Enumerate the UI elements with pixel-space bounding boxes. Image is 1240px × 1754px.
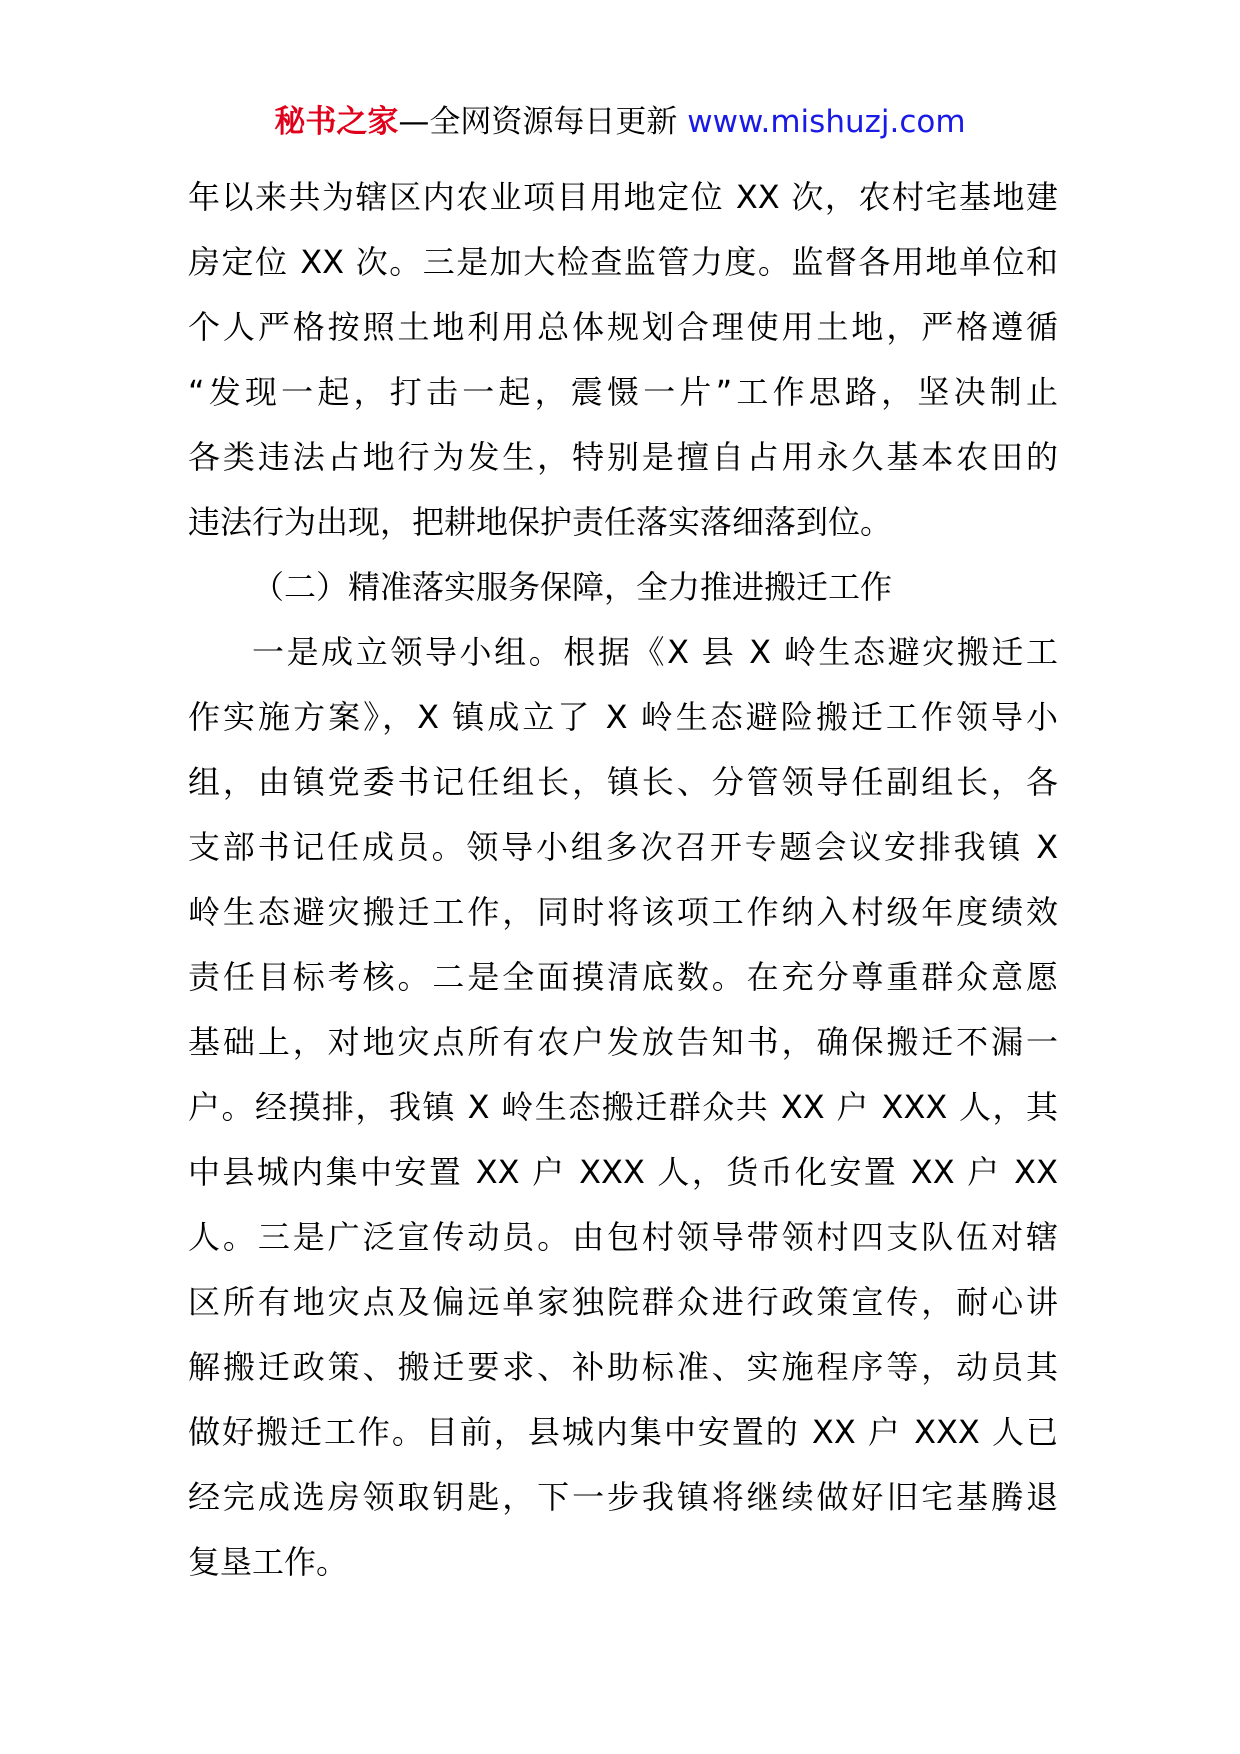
site-brand: 秘书之家 — [274, 104, 399, 140]
document-body — [188, 165, 1058, 1595]
text-line: “发现一起，打击一起，震慑一片”工作思路，坚决制止 — [188, 373, 1058, 411]
site-tagline: —全网资源每日更新 — [398, 104, 678, 140]
text-line: 作实施方案》，X 镇成立了 X 岭生态避险搬迁工作领导小 — [188, 698, 1058, 736]
text-line: 户。经摸排，我镇 X 岭生态搬迁群众共 XX 户 XXX 人，其 — [188, 1088, 1058, 1126]
text-line: 解搬迁政策、搬迁要求、补助标准、实施程序等，动员其 — [188, 1348, 1058, 1386]
text-line: 责任目标考核。二是全面摸清底数。在充分尊重群众意愿 — [188, 958, 1058, 996]
text-line: 个人严格按照土地利用总体规划合理使用土地，严格遵循 — [188, 308, 1058, 346]
text-line: 一是成立领导小组。根据《X 县 X 岭生态避灾搬迁工 — [252, 633, 1058, 671]
text-line: 支部书记任成员。领导小组多次召开专题会议安排我镇 X — [188, 828, 1058, 866]
text-line: 复垦工作。 — [188, 1543, 349, 1581]
site-header — [0, 100, 1240, 144]
text-line: 区所有地灾点及偏远单家独院群众进行政策宣传，耐心讲 — [188, 1283, 1058, 1321]
text-line: 年以来共为辖区内农业项目用地定位 XX 次，农村宅基地建 — [188, 178, 1058, 216]
text-line: 做好搬迁工作。目前，县城内集中安置的 XX 户 XXX 人已 — [188, 1413, 1058, 1451]
site-url-link[interactable]: www.mishuzj.com — [687, 104, 966, 140]
text-line: 岭生态避灾搬迁工作，同时将该项工作纳入村级年度绩效 — [188, 893, 1058, 931]
text-line: 违法行为出现，把耕地保护责任落实落细落到位。 — [188, 503, 893, 541]
text-line: 各类违法占地行为发生，特别是擅自占用永久基本农田的 — [188, 438, 1058, 476]
text-line: 中县城内集中安置 XX 户 XXX 人，货币化安置 XX 户 XX — [188, 1153, 1058, 1191]
section-heading: （二）精准落实服务保障，全力推进搬迁工作 — [252, 568, 893, 606]
text-line: 基础上，对地灾点所有农户发放告知书，确保搬迁不漏一 — [188, 1023, 1058, 1061]
text-line: 人。三是广泛宣传动员。由包村领导带领村四支队伍对辖 — [188, 1218, 1058, 1256]
text-line: 经完成选房领取钥匙，下一步我镇将继续做好旧宅基腾退 — [188, 1478, 1058, 1516]
text-line: 房定位 XX 次。三是加大检查监管力度。监督各用地单位和 — [188, 243, 1058, 281]
text-line: 组，由镇党委书记任组长，镇长、分管领导任副组长，各 — [188, 763, 1058, 801]
